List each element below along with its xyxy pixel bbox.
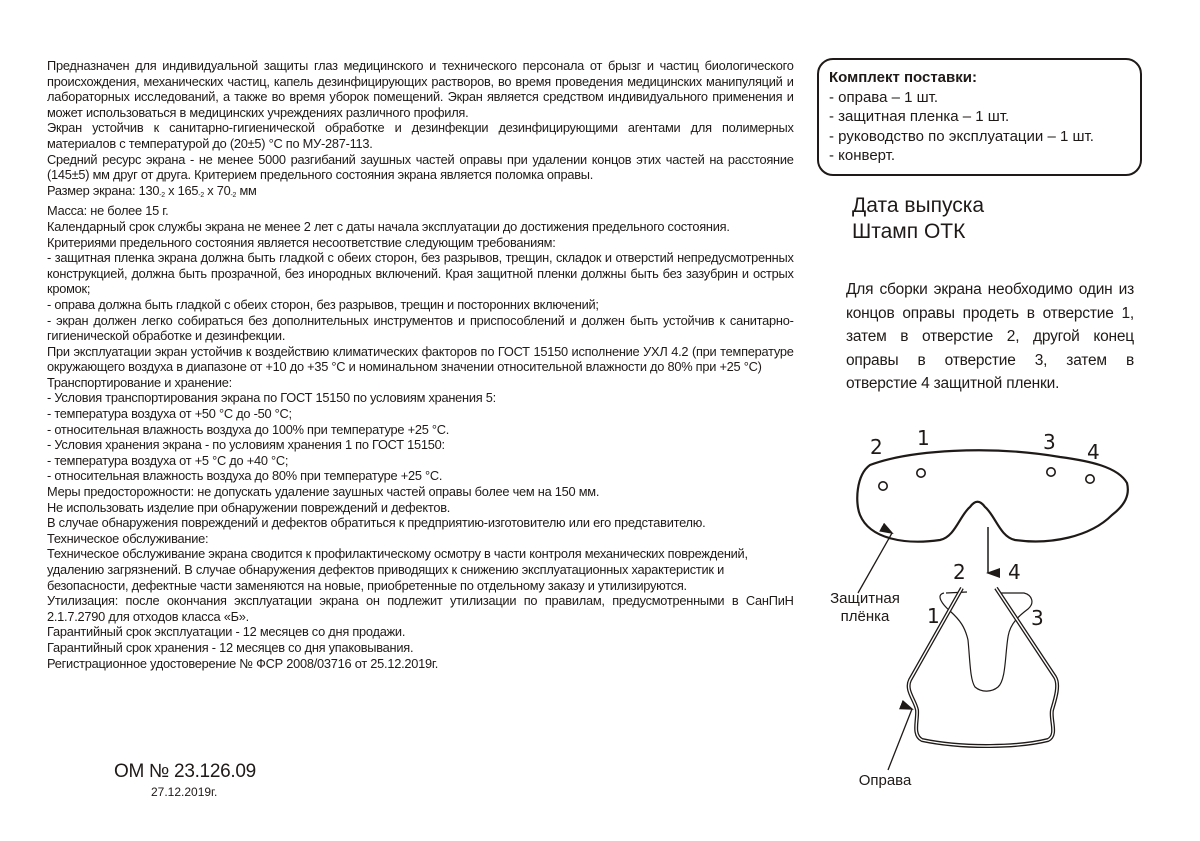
warranty-line: Гарантийный срок эксплуатации - 12 месяцев со дня продажи. [47,624,406,640]
size-tolerance: -2 [159,191,165,199]
film-label-line2: плёнка [840,608,890,625]
film-label-line1: Защитная [830,590,900,607]
mass-line: Масса: не более 15 г. [47,203,169,219]
climate-paragraph: При эксплуатации экран устойчив к воздействию климатических факторов по ГОСТ 15150 исполнение УХЛ 4.2 (при температуре окружающего воздуха в диапазоне от +10 до +35 °С и номинальном значении относительной влажности до 80% при +25 °С) [47,343,794,375]
storage-line: - Условия хранения экрана - по условиям хранения 1 по ГОСТ 15150: [47,437,445,453]
size-depth: 70 [216,182,231,198]
frame-end-label-2: 2 [953,560,966,584]
criteria-film: - защитная пленка экрана должна быть гладкой с обеих сторон, без разрывов, трещин, складок и отверстий непредусмотренных конструкцией, должна быть прозрачной, без инородных включений. Края защитной пленки должны быть без зазубрин и острых кромок; [47,250,794,297]
size-width: 130 [138,182,160,198]
resource-paragraph: Средний ресурс экрана - не менее 5000 разгибаний заушных частей оправы при удалении концов этих частей на расстояние (145±5) мм друг от друга. Критерием предельного состояния экрана является поломка оправы. [47,151,794,183]
precautions-line: Меры предосторожности: не допускать удаление заушных частей оправы более чем на 150 мм. [47,484,600,500]
hole-label-3: 3 [1043,430,1056,454]
storage-line: - относительная влажность воздуха до 80% при температуре +25 °С. [47,468,443,484]
size-height: 165 [177,182,199,198]
instructions-text [47,58,794,671]
kit-item: - оправа – 1 шт. [829,88,939,106]
storage-line: - температура воздуха от +5 °С до +40 °С; [47,452,289,468]
size-tolerance: -2 [198,191,204,199]
service-life-paragraph: Календарный срок службы экрана не менее 2 лет с даты начала эксплуатации до достижения предельного состояния. [47,218,730,234]
hole-label-2: 2 [870,435,883,459]
hole-label-4: 4 [1087,440,1100,464]
kit-item: - конверт. [829,147,896,164]
size-line [47,183,794,204]
frame-end-label-4: 4 [1008,560,1021,584]
criteria-heading: Критериями предельного состояния является несоответствие следующим требованиям: [47,234,556,250]
assembled-film-shape [940,592,1032,691]
film-hole-1 [917,469,925,477]
size-unit: мм [236,182,257,198]
size-label: Размер экрана: [47,182,139,198]
film-hole-4 [1086,475,1094,483]
film-hole-2 [879,482,887,490]
hole-label-1: 1 [917,426,930,450]
size-tolerance: -2 [230,191,237,199]
criteria-assembly: - экран должен легко собираться без дополнительных инструментов и приспособлений и должен быть устойчив к санитарно-гигиенической обработке и дезинфекции. [47,312,794,344]
film-hole-3 [1047,468,1055,476]
disinfection-paragraph: Экран устойчив к санитарно-гигиенической обработке и дезинфекции дезинфицирующими агентами для полимерных материалов с температурой до (20±5) °С по МУ-287-113. [47,120,794,151]
om-number: ОМ № 23.126.09 [114,761,256,782]
warranty-line: Гарантийный срок хранения - 12 месяцев со дня упаковывания. [47,639,414,655]
film-pointer-arrow-icon [858,533,892,593]
transport-line: - относительная влажность воздуха до 100% при температуре +25 °С. [47,421,450,437]
release-date-label: Дата выпуска [852,194,985,217]
frame-label: Оправа [858,772,912,789]
criteria-frame: - оправа должна быть гладкой с обеих сторон, без разрывов, трещин и посторонних включений; [47,296,599,312]
transport-line: - температура воздуха от +50 °С до -50 °С; [47,406,292,422]
kit-title: Комплект поставки: [829,69,977,86]
otk-stamp-label: Штамп ОТК [852,220,966,243]
assembly-instructions: Для сборки экрана необходимо один из концов оправы продеть в отверстие 1, затем в отверстие 2, другой конец оправы в отверстие 3, затем в отверстие 4 защитной пленки. [846,281,1134,392]
size-sep: x [203,182,217,198]
kit-item: - защитная пленка – 1 шт. [829,108,1010,125]
frame-label-3: 3 [1031,606,1044,630]
registration-line: Регистрационное удостоверение № ФСР 2008/03716 от 25.12.2019г. [47,655,439,671]
precautions-line: В случае обнаружения повреждений и дефектов обратиться к предприятию-изготовителю или его представителю. [47,515,706,531]
maintenance-paragraph: Техническое обслуживание экрана сводится к профилактическому осмотру в части контроля механических повреждений, удалению загрязнений. В случае обнаружения дефектов приводящих к снижению эксплуатационных характеристик и безопасности, дефектные части заменяются на новые, приобретенные по отдельному заказу и утилизируются. [47,546,748,593]
purpose-paragraph: Предназначен для индивидуальной защиты глаз медицинского и технического персонала от брызг и частиц биологического происхождения, механических частиц, капель дезинфицирующих растворов, во время проведения медицинских манипуляций и лабораторных исследований, а также во время уборок помещений. Экран является средством индивидуального применения и может использоваться в медицинских учреждениях различного профиля. [47,58,794,120]
kit-box [817,58,1142,176]
assembly-diagram [800,415,1200,836]
om-date: 27.12.2019г. [151,785,218,799]
disposal-paragraph: Утилизация: после окончания эксплуатации экрана он подлежит утилизации по правилам, предусмотренными в СанПиН 2.1.7.2790 для отходов класса «Б». [47,593,794,624]
protective-film-label [820,590,910,626]
frame-label-1: 1 [927,604,940,628]
maintenance-heading: Техническое обслуживание: [47,530,209,546]
size-sep: x [164,182,178,198]
transport-line: - Условия транспортирования экрана по ГОСТ 15150 по условиям хранения 5: [47,390,496,406]
precautions-line: Не использовать изделие при обнаружении повреждений и дефектов. [47,499,451,515]
transport-heading: Транспортирование и хранение: [47,374,232,390]
frame-pointer-arrow-icon [888,709,912,770]
kit-item: - руководство по эксплуатации – 1 шт. [829,127,1094,145]
release-block [852,193,984,245]
